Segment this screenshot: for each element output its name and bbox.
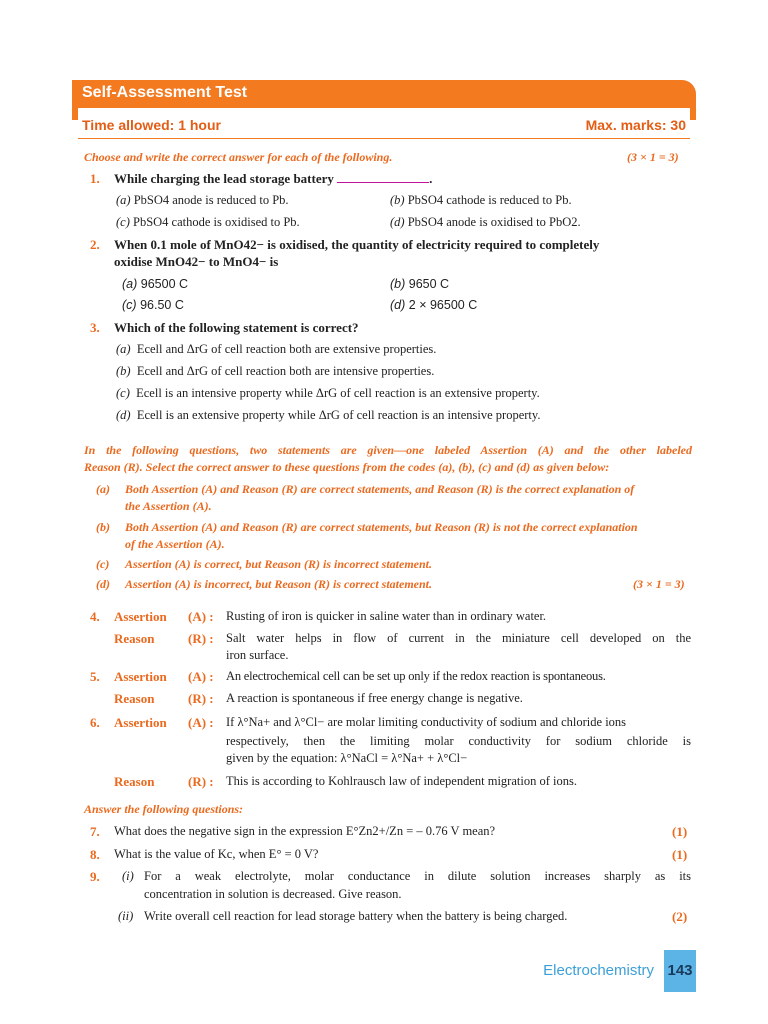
chapter-name: Electrochemistry bbox=[543, 962, 654, 979]
q4-assertion-tag: (A) : bbox=[188, 609, 214, 624]
q9-number: 9. bbox=[90, 869, 100, 884]
q9-part-ii-line1: Write overall cell reaction for lead storage battery when the battery is being charged. bbox=[144, 909, 568, 923]
test-title: Self-Assessment Test bbox=[82, 84, 248, 101]
q1-option-d: (d) PbSO4 anode is oxidised to PbO2. bbox=[390, 215, 581, 229]
section1-instruction: Choose and write the correct answer for each of the following. bbox=[84, 150, 393, 164]
q4-reason-line2: iron surface. bbox=[226, 648, 289, 662]
section2-instruction-line1: In the following questions, two statements are given—one labeled Assertion (A) and the other labeled bbox=[84, 443, 692, 457]
q9-part-i-line2: concentration in solution is decreased. Give reason. bbox=[144, 887, 402, 901]
code-b-line1: Both Assertion (A) and Reason (R) are correct statements, but Reason (R) is not the correct explanation bbox=[125, 520, 638, 534]
time-allowed: Time allowed: 1 hour bbox=[82, 117, 221, 133]
q7-text: What does the negative sign in the expression E°Zn2+/Zn = – 0.76 V mean? bbox=[114, 824, 496, 838]
code-b-line2: of the Assertion (A). bbox=[125, 537, 225, 551]
q5-assertion-text: An electrochemical cell can be set up only if the redox reaction is spontaneous. bbox=[226, 669, 606, 683]
q3-option-b: (b) Ecell and ΔrG of cell reaction both are intensive properties. bbox=[116, 364, 435, 378]
section2-instruction-line2: Reason (R). Select the correct answer to these questions from the codes (a), (b), (c) and (d) as given below: bbox=[84, 460, 610, 474]
q3-number: 3. bbox=[90, 320, 100, 335]
code-a-label: (a) bbox=[96, 482, 110, 496]
q2-number: 2. bbox=[90, 237, 100, 252]
code-c-text: Assertion (A) is correct, but Reason (R) is incorrect statement. bbox=[125, 557, 433, 571]
q8-marks: (1) bbox=[672, 847, 688, 862]
code-c-label: (c) bbox=[96, 557, 110, 571]
q6-assertion-label: Assertion bbox=[114, 715, 167, 730]
code-a-line1: Both Assertion (A) and Reason (R) are correct statements, and Reason (R) is the correct explanation of bbox=[125, 482, 635, 496]
code-d-label: (d) bbox=[96, 577, 110, 591]
q2-option-a: (a) 96500 C bbox=[122, 277, 189, 291]
q6-assertion-line3: given by the equation: λ°NaCl = λ°Na+ + λ°Cl− bbox=[226, 751, 468, 765]
q3-option-d: (d) Ecell is an extensive property while ΔrG of cell reaction is an intensive property. bbox=[116, 408, 541, 422]
code-b-label: (b) bbox=[96, 520, 110, 534]
q2-option-d: (d) 2 × 96500 C bbox=[390, 298, 478, 312]
q9-part-i-label: (i) bbox=[122, 869, 134, 883]
q4-assertion-label: Assertion bbox=[114, 609, 167, 624]
q2-option-b: (b) 9650 C bbox=[390, 277, 450, 291]
q1-option-a: (a) PbSO4 anode is reduced to Pb. bbox=[116, 193, 289, 207]
q1-option-b: (b) PbSO4 cathode is reduced to Pb. bbox=[390, 193, 572, 207]
q9-part-ii-label: (ii) bbox=[118, 909, 134, 923]
section2-marks: (3 × 1 = 3) bbox=[633, 577, 685, 591]
answer-blank bbox=[337, 172, 429, 183]
q7-marks: (1) bbox=[672, 824, 688, 839]
q2-line2: oxidise MnO42− to MnO4− is bbox=[114, 254, 279, 269]
q6-number: 6. bbox=[90, 715, 100, 730]
q6-reason-tag: (R) : bbox=[188, 774, 214, 789]
q1-option-c: (c) PbSO4 cathode is oxidised to Pb. bbox=[116, 215, 300, 229]
q2-option-c: (c) 96.50 C bbox=[122, 298, 184, 312]
q4-reason-line1: Salt water helps in flow of current in the miniature cell developed on the bbox=[226, 631, 691, 645]
q5-assertion-tag: (A) : bbox=[188, 669, 214, 684]
max-marks: Max. marks: 30 bbox=[585, 117, 686, 133]
q6-assertion-line1: If λ°Na+ and λ°Cl− are molar limiting conductivity of sodium and chloride ions bbox=[226, 715, 627, 729]
q4-reason-label: Reason bbox=[114, 631, 155, 646]
q1-text: While charging the lead storage battery . bbox=[114, 171, 433, 186]
q3-text: Which of the following statement is correct? bbox=[114, 320, 359, 335]
q6-reason-text: This is according to Kohlrausch law of independent migration of ions. bbox=[226, 774, 577, 788]
q5-number: 5. bbox=[90, 669, 100, 684]
q5-reason-tag: (R) : bbox=[188, 691, 214, 706]
q7-number: 7. bbox=[90, 824, 100, 839]
q4-assertion-text: Rusting of iron is quicker in saline water than in ordinary water. bbox=[226, 609, 547, 623]
section1-marks: (3 × 1 = 3) bbox=[627, 150, 679, 164]
q3-option-a: (a) Ecell and ΔrG of cell reaction both are extensive properties. bbox=[116, 342, 437, 356]
q1-number: 1. bbox=[90, 171, 100, 186]
q5-reason-label: Reason bbox=[114, 691, 155, 706]
q4-reason-tag: (R) : bbox=[188, 631, 214, 646]
q5-reason-text: A reaction is spontaneous if free energy change is negative. bbox=[226, 691, 523, 705]
q6-reason-label: Reason bbox=[114, 774, 155, 789]
q9-part-i-line1: For a weak electrolyte, molar conductance in dilute solution increases sharply as its bbox=[144, 869, 691, 883]
section3-instruction: Answer the following questions: bbox=[84, 802, 244, 816]
q3-option-c: (c) Ecell is an intensive property while ΔrG of cell reaction is an extensive property. bbox=[116, 386, 540, 400]
q6-assertion-tag: (A) : bbox=[188, 715, 214, 730]
q2-line1: When 0.1 mole of MnO42− is oxidised, the quantity of electricity required to completely bbox=[114, 237, 600, 252]
page-number: 143 bbox=[667, 962, 693, 979]
q6-assertion-line2: respectively, then the limiting molar conductivity for sodium chloride is bbox=[226, 734, 691, 748]
q9-marks: (2) bbox=[672, 909, 688, 924]
q8-text: What is the value of Kc, when E° = 0 V? bbox=[114, 847, 319, 861]
q5-assertion-label: Assertion bbox=[114, 669, 167, 684]
code-a-line2: the Assertion (A). bbox=[125, 499, 212, 513]
q8-number: 8. bbox=[90, 847, 100, 862]
code-d-text: Assertion (A) is incorrect, but Reason (R) is correct statement. bbox=[125, 577, 433, 591]
q4-number: 4. bbox=[90, 609, 100, 624]
